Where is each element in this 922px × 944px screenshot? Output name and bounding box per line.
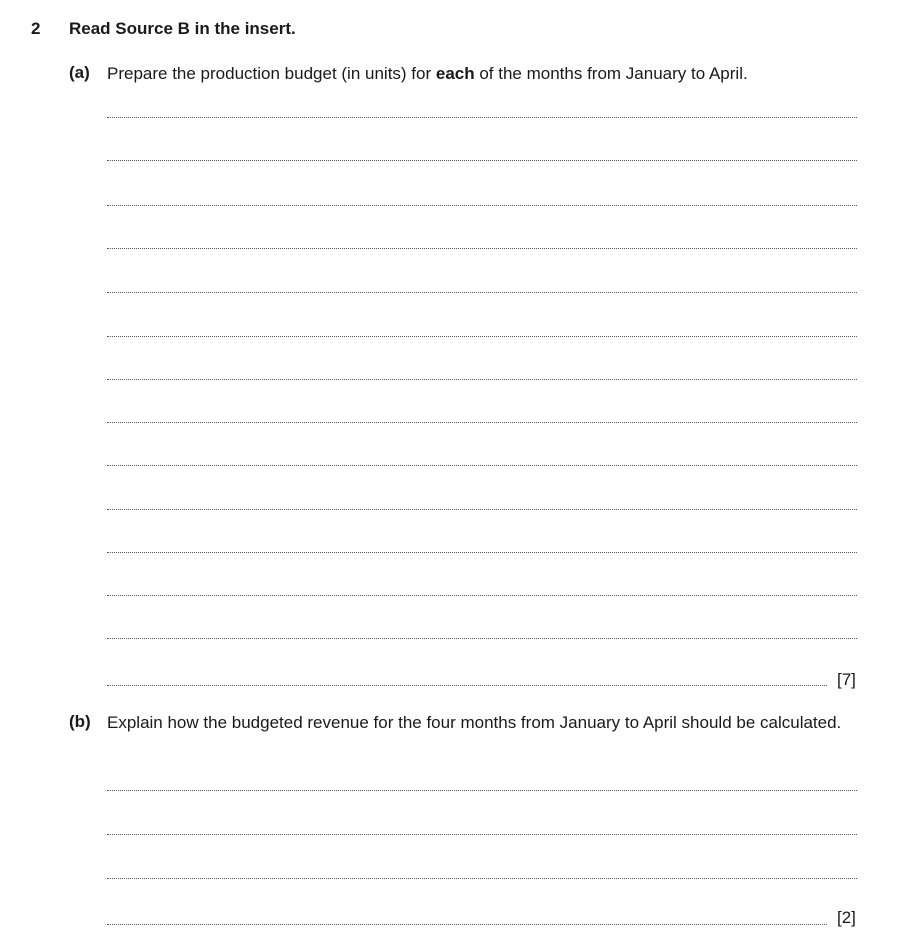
answer-line-b1[interactable] <box>107 790 857 791</box>
answer-line-a14[interactable] <box>107 685 827 686</box>
answer-line-a11[interactable] <box>107 552 857 553</box>
part-b-prompt: Explain how the budgeted revenue for the four months from January to April should be calculated. <box>107 713 842 732</box>
answer-line-a9[interactable] <box>107 465 857 466</box>
answer-line-a8[interactable] <box>107 422 857 423</box>
part-b-label: (b) <box>69 712 91 731</box>
part-b-marks: [2] <box>837 908 856 927</box>
answer-line-a7[interactable] <box>107 379 857 380</box>
answer-line-b3[interactable] <box>107 878 857 879</box>
part-a-label: (a) <box>69 63 90 82</box>
part-a-prompt <box>107 62 859 85</box>
part-a-text-bold: each <box>435 64 475 83</box>
answer-line-a3[interactable] <box>107 205 857 206</box>
answer-line-a6[interactable] <box>107 336 857 337</box>
answer-line-b2[interactable] <box>107 834 857 835</box>
answer-line-a12[interactable] <box>107 595 857 596</box>
part-a-text-before: Prepare the production budget (in units) for <box>107 64 436 83</box>
answer-line-a1[interactable] <box>107 117 857 118</box>
question-number: 2 <box>31 19 41 38</box>
answer-line-a10[interactable] <box>107 509 857 510</box>
answer-line-a4[interactable] <box>107 248 857 249</box>
part-a-marks: [7] <box>837 670 856 689</box>
answer-line-a2[interactable] <box>107 160 857 161</box>
part-a-text-after: of the months from January to April. <box>474 64 748 83</box>
answer-line-b4[interactable] <box>107 924 827 925</box>
answer-line-a5[interactable] <box>107 292 857 293</box>
question-heading: Read Source B in the insert. <box>69 19 296 38</box>
answer-line-a13[interactable] <box>107 638 857 639</box>
